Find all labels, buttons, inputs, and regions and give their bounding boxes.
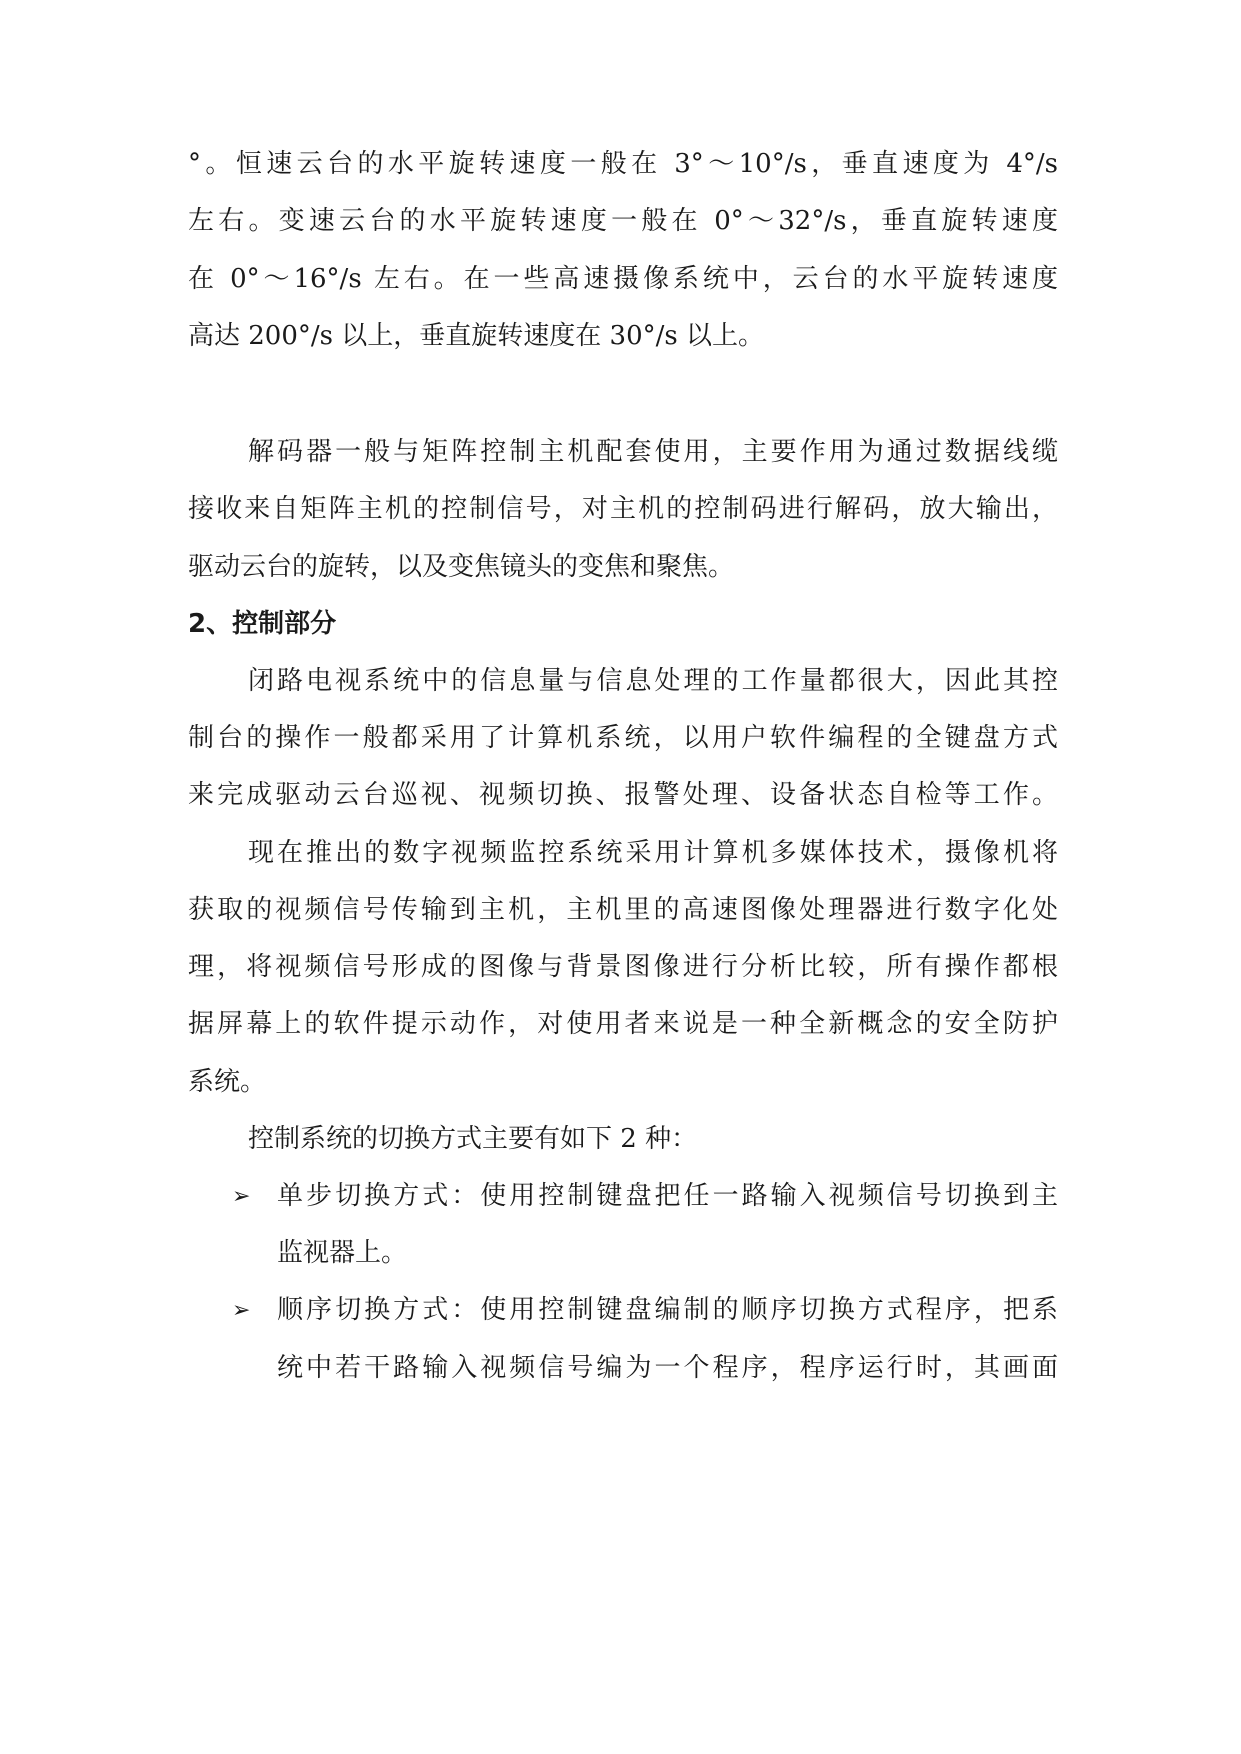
paragraph-2-line-1: 解码器一般与矩阵控制主机配套使用，主要作用为通过数据线缆 [248,437,1058,467]
bullet-1-line-2: 监视器上。 [277,1238,408,1268]
paragraph-3-line-2: 制台的操作一般都采用了计算机系统，以用户软件编程的全键盘方式 [188,723,1058,753]
paragraph-1-line-1: °。恒速云台的水平旋转速度一般在 3°～10°/s，垂直速度为 4°/s [188,149,1058,179]
bullet-2-line-2: 统中若干路输入视频信号编为一个程序，程序运行时，其画面 [277,1353,1058,1383]
paragraph-1-line-2: 左右。变速云台的水平旋转速度一般在 0°～32°/s，垂直旋转速度 [188,206,1058,236]
paragraph-3-line-3: 来完成驱动云台巡视、视频切换、报警处理、设备状态自检等工作。 [188,780,1058,810]
bullet-2-line-1: 顺序切换方式：使用控制键盘编制的顺序切换方式程序，把系 [277,1295,1058,1325]
paragraph-4-line-2: 获取的视频信号传输到主机，主机里的高速图像处理器进行数字化处 [188,895,1058,925]
bullet-arrow-icon: ➢ [232,1298,251,1323]
bullet-arrow-icon: ➢ [232,1184,251,1209]
paragraph-5-line-1: 控制系统的切换方式主要有如下 2 种： [248,1124,698,1154]
paragraph-2-line-2: 接收来自矩阵主机的控制信号，对主机的控制码进行解码，放大输出， [188,494,1058,524]
bullet-1-line-1: 单步切换方式：使用控制键盘把任一路输入视频信号切换到主 [277,1181,1058,1211]
paragraph-3-line-1: 闭路电视系统中的信息量与信息处理的工作量都很大，因此其控 [248,666,1058,696]
paragraph-2-line-3: 驱动云台的旋转，以及变焦镜头的变焦和聚焦。 [188,552,735,582]
paragraph-4-line-4: 据屏幕上的软件提示动作，对使用者来说是一种全新概念的安全防护 [188,1009,1058,1039]
paragraph-1-line-3: 在 0°～16°/s 左右。在一些高速摄像系统中，云台的水平旋转速度 [188,264,1058,294]
paragraph-1-line-4: 高达 200°/s 以上，垂直旋转速度在 30°/s 以上。 [188,321,764,351]
paragraph-4-line-5: 系统。 [188,1067,267,1097]
section-heading: 2、控制部分 [188,609,337,639]
paragraph-4-line-1: 现在推出的数字视频监控系统采用计算机多媒体技术，摄像机将 [248,838,1058,868]
paragraph-4-line-3: 理，将视频信号形成的图像与背景图像进行分析比较，所有操作都根 [188,952,1058,982]
